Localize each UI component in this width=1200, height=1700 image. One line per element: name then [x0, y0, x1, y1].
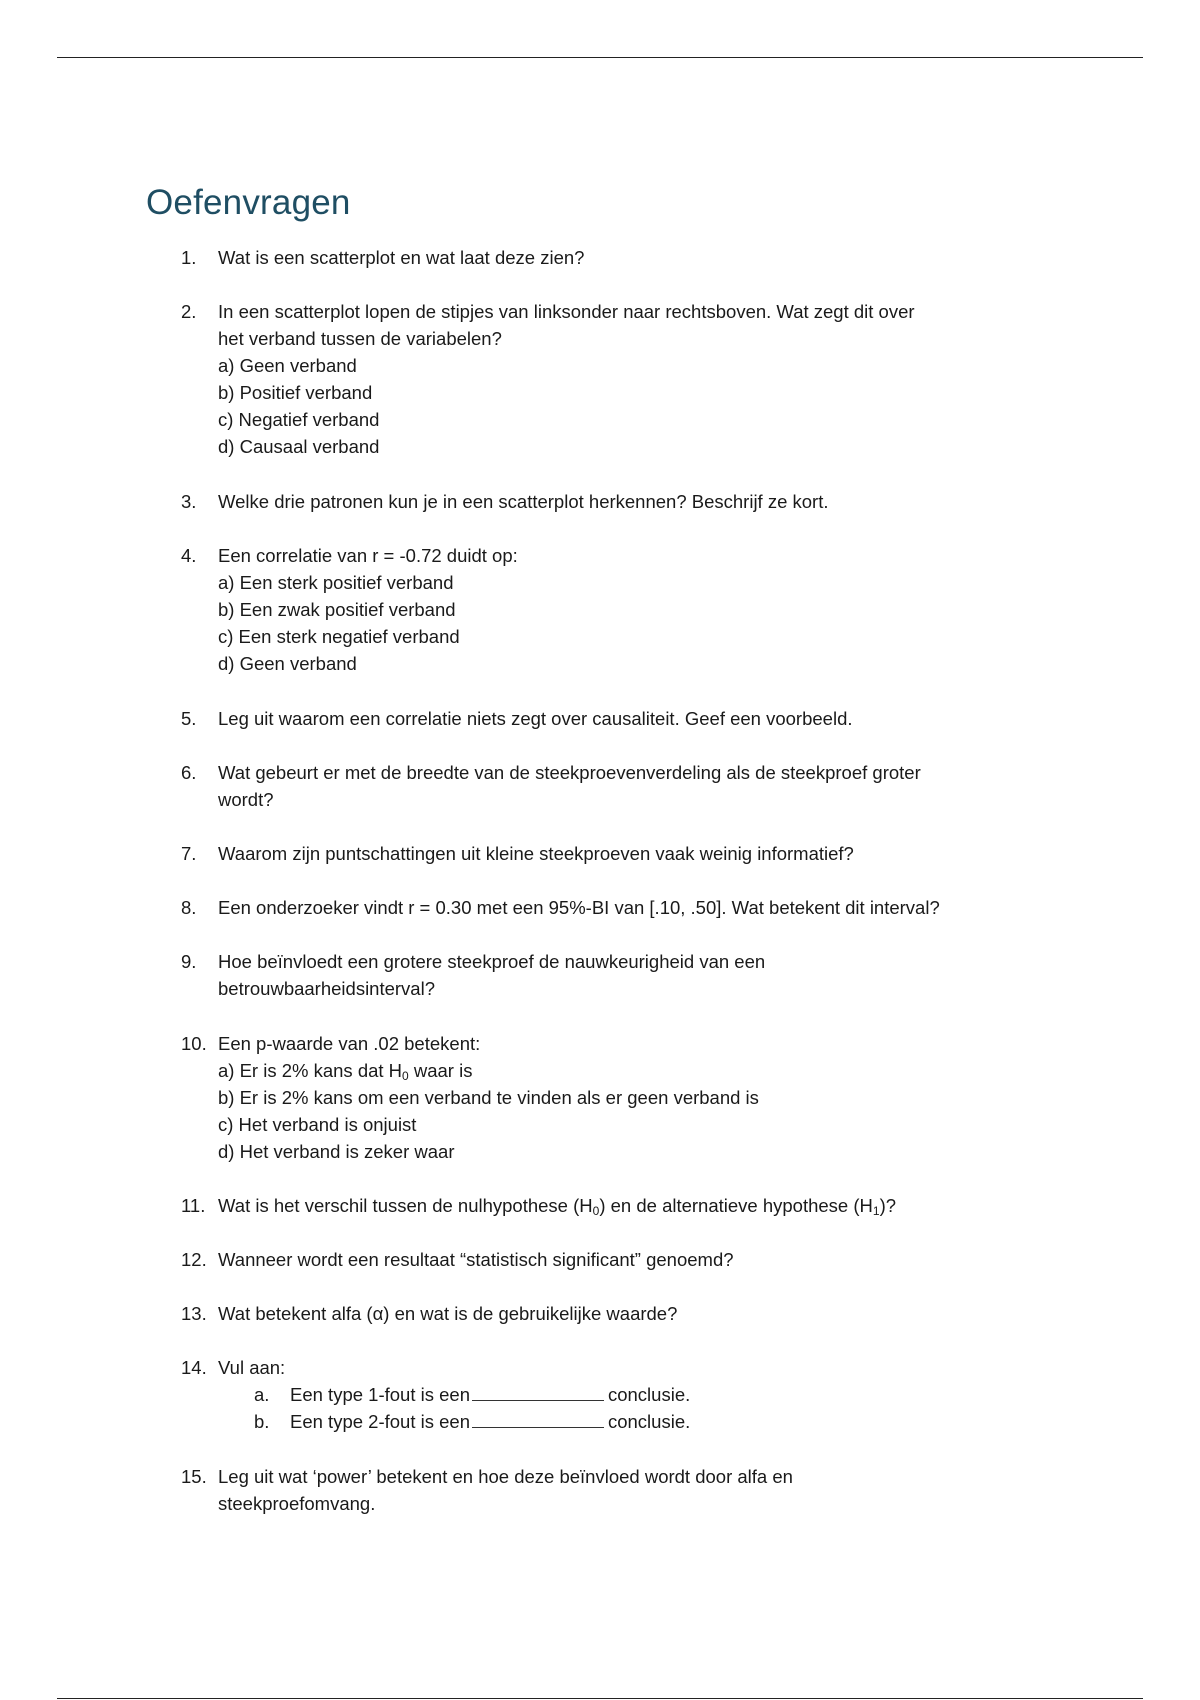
question-number: 8. [181, 897, 197, 918]
bottom-rule [57, 1698, 1143, 1699]
page-title: Oefenvragen [146, 183, 351, 222]
question-number: 1. [181, 247, 197, 268]
question-11 [181, 1192, 1081, 1219]
question-15 [181, 1463, 1081, 1517]
question-text: Leg uit wat ‘power’ betekent en hoe deze beïnvloed wordt door alfa en [218, 1466, 793, 1487]
question-number: 11. [181, 1195, 206, 1216]
fill-in-item-b: b. Een type 2-fout is een conclusie. [254, 1408, 1081, 1435]
answer-option: b) Positief verband [218, 382, 373, 403]
question-12 [181, 1246, 1081, 1273]
answer-option: c) Negatief verband [218, 409, 380, 430]
question-9 [181, 948, 1081, 1002]
question-number: 3. [181, 491, 197, 512]
answer-blank[interactable] [472, 1411, 604, 1428]
answer-option: d) Het verband is zeker waar [218, 1141, 455, 1162]
question-text: In een scatterplot lopen de stipjes van linksonder naar rechtsboven. Wat zegt dit over [218, 301, 915, 322]
question-text: Leg uit waarom een correlatie niets zegt over causaliteit. Geef een voorbeeld. [218, 708, 853, 729]
question-text: Een correlatie van r = -0.72 duidt op: [218, 545, 518, 566]
question-text: Vul aan: [218, 1357, 286, 1378]
question-text: Wat gebeurt er met de breedte van de steekproevenverdeling als de steekproef groter [218, 762, 921, 783]
question-number: 10. [181, 1033, 207, 1054]
question-number: 4. [181, 545, 197, 566]
question-5 [181, 705, 1081, 732]
question-text: Wat betekent alfa (α) en wat is de gebruikelijke waarde? [218, 1303, 678, 1324]
question-text: Een p-waarde van .02 betekent: [218, 1033, 481, 1054]
question-number: 13. [181, 1303, 207, 1324]
question-number: 7. [181, 843, 197, 864]
answer-option: a) Een sterk positief verband [218, 572, 454, 593]
question-text: Waarom zijn puntschattingen uit kleine steekproeven vaak weinig informatief? [218, 843, 854, 864]
answer-option: a) Geen verband [218, 355, 357, 376]
question-3 [181, 488, 1081, 515]
question-7 [181, 840, 1081, 867]
question-number: 9. [181, 951, 197, 972]
question-4 [181, 542, 1081, 677]
question-2 [181, 298, 1081, 460]
question-14 [181, 1354, 1081, 1435]
item-label: a. [254, 1384, 270, 1405]
question-text: Een onderzoeker vindt r = 0.30 met een 95%-BI van [.10, .50]. Wat betekent dit interval? [218, 897, 940, 918]
question-1 [181, 244, 1081, 271]
fill-in-item-a: a. Een type 1-fout is een conclusie. [254, 1381, 1081, 1408]
answer-option: a) Er is 2% kans dat $H_0$ waar is [218, 1060, 473, 1083]
item-label: b. [254, 1411, 270, 1432]
question-number: 14. [181, 1357, 207, 1378]
question-text: wordt? [218, 789, 274, 810]
question-number: 12. [181, 1249, 207, 1270]
answer-option: c) Een sterk negatief verband [218, 626, 460, 647]
question-number: 2. [181, 301, 197, 322]
answer-blank[interactable] [472, 1384, 604, 1401]
question-number: 5. [181, 708, 197, 729]
question-text: het verband tussen de variabelen? [218, 328, 502, 349]
question-text: steekproefomvang. [218, 1493, 376, 1514]
question-6 [181, 759, 1081, 813]
answer-option: c) Het verband is onjuist [218, 1114, 417, 1135]
question-text: Wat is een scatterplot en wat laat deze zien? [218, 247, 585, 268]
question-number: 6. [181, 762, 197, 783]
question-8 [181, 894, 1081, 921]
answer-option: d) Geen verband [218, 653, 357, 674]
answer-option: b) Er is 2% kans om een verband te vinden als er geen verband is [218, 1087, 759, 1108]
top-rule [57, 57, 1143, 58]
question-text: Hoe beïnvloedt een grotere steekproef de nauwkeurigheid van een [218, 951, 766, 972]
answer-option: d) Causaal verband [218, 436, 380, 457]
question-10 [181, 1030, 1081, 1165]
question-text: Wanneer wordt een resultaat “statistisch significant” genoemd? [218, 1249, 734, 1270]
question-number: 15. [181, 1466, 207, 1487]
answer-option: b) Een zwak positief verband [218, 599, 456, 620]
question-text: Welke drie patronen kun je in een scatterplot herkennen? Beschrijf ze kort. [218, 491, 829, 512]
question-13 [181, 1300, 1081, 1327]
question-text: betrouwbaarheidsinterval? [218, 978, 435, 999]
question-text: Wat is het verschil tussen de nulhypothese $(H_0)$ en de alternatieve hypothese $(H_1)$? [218, 1195, 897, 1218]
